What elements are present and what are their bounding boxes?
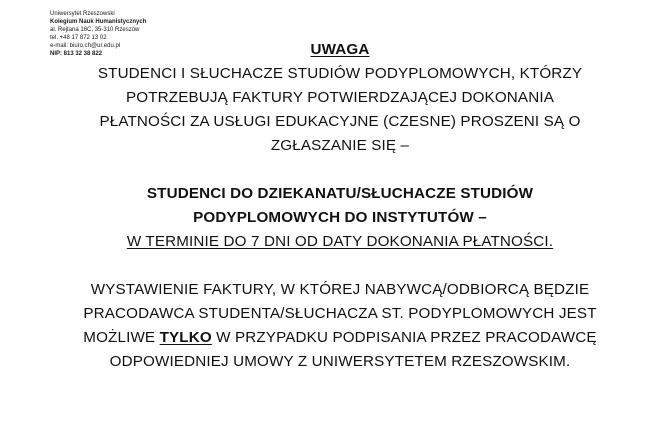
stamp-line-address: al. Rejtana 16C, 35-310 Rzeszów: [50, 27, 140, 33]
invoice-line-3-before: MOŻLIWE: [83, 329, 160, 346]
intro-line-3: PŁATNOŚCI ZA USŁUGI EDUKACYJNE (CZESNE) PROSZENI SĄ O: [99, 113, 581, 130]
invoice-line-4: ODPOWIEDNIEJ UMOWY Z UNIWERSYTETEM RZESZOWSKIM.: [109, 353, 571, 370]
stamp-line-college: Kolegium Nauk Humanistycznych: [50, 19, 147, 25]
invoice-line-1: WYSTAWIENIE FAKTURY, W KTÓREJ NABYWCĄ/ODBIORCĄ BĘDZIE: [90, 281, 590, 298]
intro-line-4: ZGŁASZANIE SIĘ –: [270, 137, 410, 154]
where-line-1: STUDENCI DO DZIEKANATU/SŁUCHACZE STUDIÓW: [146, 185, 534, 202]
where-line-2: PODYPLOMOWYCH DO INSTYTUTÓW –: [193, 209, 487, 226]
notice-title: UWAGA: [310, 41, 370, 58]
stamp-line-phone: tel. +48 17 872 13 02: [50, 35, 107, 41]
deadline-line: W TERMINIE DO 7 DNI OD DATY DOKONANIA PŁATNOŚCI.: [126, 233, 554, 250]
invoice-emphasis-only: TYLKO: [159, 329, 212, 346]
intro-line-2: POTRZEBUJĄ FAKTURY POTWIERDZAJĄCEJ DOKONANIA: [126, 89, 554, 106]
stamp-line-university: Uniwersytet Rzeszowski: [50, 11, 115, 17]
paragraph-spacer: [40, 158, 640, 182]
stamp-line-nip: NIP: 813 32 38 822: [50, 51, 103, 57]
intro-line-1: STUDENCI I SŁUCHACZE STUDIÓW PODYPLOMOWYCH, KTÓRZY: [97, 65, 583, 82]
paragraph-spacer: [40, 254, 640, 278]
invoice-line-2: PRACODAWCA STUDENTA/SŁUCHACZA ST. PODYPLOMOWYCH JEST: [83, 305, 597, 322]
stamp-line-email: e-mail: biuro.ch@ur.edu.pl: [50, 43, 121, 49]
notice-body: [40, 38, 640, 374]
invoice-line-3: [40, 326, 640, 350]
invoice-line-3-after: W PRZYPADKU PODPISANIA PRZEZ PRACODAWCĘ: [211, 329, 597, 346]
